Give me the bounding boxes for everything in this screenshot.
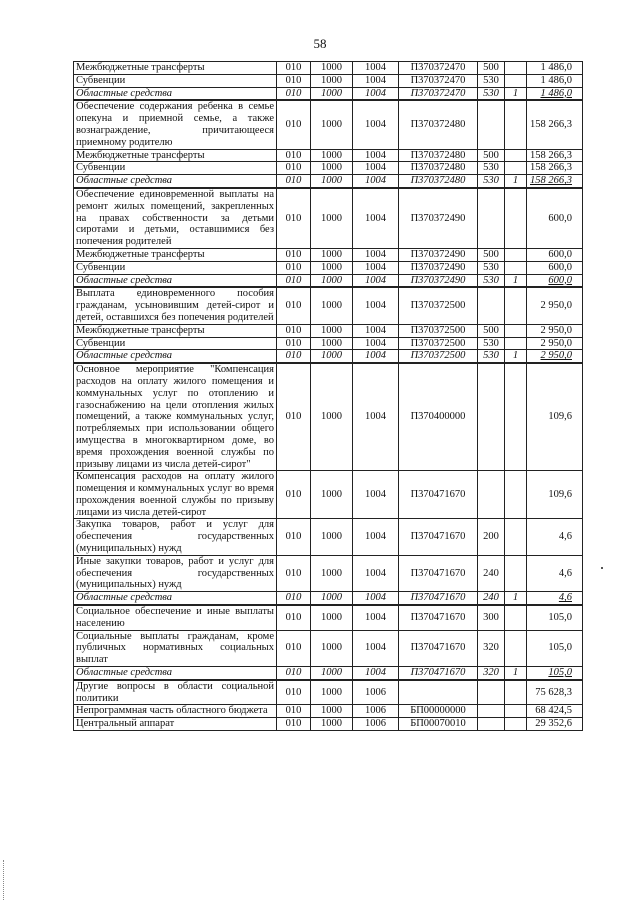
funding-source-cell xyxy=(505,519,527,555)
row-name-cell: Компенсация расходов на оплату жилого помещения и коммунальных услуг во время прохождения военной службы по призыву лицами из числа детей-сирот xyxy=(74,471,277,519)
amount-cell xyxy=(527,175,583,188)
expense-type-cell: 500 xyxy=(478,248,505,261)
funding-source-cell: 1 xyxy=(505,592,527,605)
target-article-cell: П370471670 xyxy=(399,667,478,680)
table-row xyxy=(74,261,583,274)
ministry-code-cell: 010 xyxy=(277,667,311,680)
target-article-cell: БП00070010 xyxy=(399,718,478,731)
amount-cell: 2 950,0 xyxy=(527,337,583,350)
funding-source-cell xyxy=(505,630,527,666)
row-name-cell: Непрограммная часть областного бюджета xyxy=(74,705,277,718)
amount-cell: 600,0 xyxy=(527,188,583,248)
ministry-code-cell: 010 xyxy=(277,555,311,591)
budget-table xyxy=(73,61,583,731)
amount-cell: 600,0 xyxy=(527,248,583,261)
section-code-cell: 1000 xyxy=(311,188,353,248)
target-article-cell: П370471670 xyxy=(399,555,478,591)
subsection-code-cell: 1004 xyxy=(353,162,399,175)
table-row xyxy=(74,274,583,287)
ministry-code-cell: 010 xyxy=(277,175,311,188)
table-row xyxy=(74,287,583,324)
row-name-cell: Межбюджетные трансферты xyxy=(74,248,277,261)
ministry-code-cell: 010 xyxy=(277,519,311,555)
table-row xyxy=(74,471,583,519)
amount-value: 2 950,0 xyxy=(540,350,572,362)
section-code-cell: 1000 xyxy=(311,667,353,680)
table-row xyxy=(74,62,583,75)
subsection-code-cell: 1004 xyxy=(353,149,399,162)
row-name-cell: Межбюджетные трансферты xyxy=(74,324,277,337)
funding-source-cell: 1 xyxy=(505,87,527,100)
expense-type-cell: 530 xyxy=(478,261,505,274)
target-article-cell: П370372470 xyxy=(399,74,478,87)
subsection-code-cell: 1004 xyxy=(353,667,399,680)
funding-source-cell xyxy=(505,324,527,337)
funding-source-cell: 1 xyxy=(505,274,527,287)
table-row xyxy=(74,337,583,350)
ministry-code-cell: 010 xyxy=(277,337,311,350)
amount-value: 105,0 xyxy=(548,667,572,679)
funding-source-cell xyxy=(505,680,527,705)
subsection-code-cell: 1006 xyxy=(353,680,399,705)
funding-source-cell xyxy=(505,471,527,519)
expense-type-cell: 500 xyxy=(478,324,505,337)
ministry-code-cell: 010 xyxy=(277,149,311,162)
table-row xyxy=(74,667,583,680)
ministry-code-cell: 010 xyxy=(277,471,311,519)
subsection-code-cell: 1004 xyxy=(353,471,399,519)
expense-type-cell: 240 xyxy=(478,555,505,591)
amount-cell: 68 424,5 xyxy=(527,705,583,718)
row-name-cell: Иные закупки товаров, работ и услуг для обеспечения государственных (муниципальных) нужд xyxy=(74,555,277,591)
funding-source-cell xyxy=(505,74,527,87)
expense-type-cell: 530 xyxy=(478,87,505,100)
section-code-cell: 1000 xyxy=(311,705,353,718)
target-article-cell: П370372480 xyxy=(399,175,478,188)
table-row xyxy=(74,248,583,261)
section-code-cell: 1000 xyxy=(311,605,353,630)
row-name-cell: Областные средства xyxy=(74,667,277,680)
table-row xyxy=(74,100,583,149)
row-name-cell: Областные средства xyxy=(74,350,277,363)
subsection-code-cell: 1004 xyxy=(353,363,399,471)
section-code-cell: 1000 xyxy=(311,74,353,87)
funding-source-cell xyxy=(505,363,527,471)
section-code-cell: 1000 xyxy=(311,350,353,363)
amount-cell xyxy=(527,667,583,680)
target-article-cell: П370372480 xyxy=(399,162,478,175)
row-name-cell: Центральный аппарат xyxy=(74,718,277,731)
section-code-cell: 1000 xyxy=(311,630,353,666)
section-code-cell: 1000 xyxy=(311,62,353,75)
expense-type-cell xyxy=(478,287,505,324)
subsection-code-cell: 1004 xyxy=(353,175,399,188)
row-name-cell: Другие вопросы в области социальной политики xyxy=(74,680,277,705)
funding-source-cell xyxy=(505,261,527,274)
section-code-cell: 1000 xyxy=(311,718,353,731)
subsection-code-cell: 1004 xyxy=(353,74,399,87)
ministry-code-cell: 010 xyxy=(277,261,311,274)
target-article-cell: П370372490 xyxy=(399,274,478,287)
amount-value: 1 486,0 xyxy=(540,87,572,99)
ministry-code-cell: 010 xyxy=(277,100,311,149)
section-code-cell: 1000 xyxy=(311,680,353,705)
section-code-cell: 1000 xyxy=(311,337,353,350)
table-row xyxy=(74,188,583,248)
subsection-code-cell: 1004 xyxy=(353,188,399,248)
row-name-cell: Выплата единовременного пособия гражданам, усыновившим детей-сирот и детей, оставшихся без попечения родителей xyxy=(74,287,277,324)
expense-type-cell xyxy=(478,471,505,519)
amount-value: 158 266,3 xyxy=(530,175,572,187)
amount-cell: 4,6 xyxy=(527,555,583,591)
table-row xyxy=(74,519,583,555)
expense-type-cell: 530 xyxy=(478,162,505,175)
row-name-cell: Областные средства xyxy=(74,175,277,188)
amount-cell: 29 352,6 xyxy=(527,718,583,731)
target-article-cell: П370400000 xyxy=(399,363,478,471)
section-code-cell: 1000 xyxy=(311,287,353,324)
section-code-cell: 1000 xyxy=(311,261,353,274)
expense-type-cell: 200 xyxy=(478,519,505,555)
target-article-cell: П370372480 xyxy=(399,149,478,162)
funding-source-cell xyxy=(505,149,527,162)
ministry-code-cell: 010 xyxy=(277,324,311,337)
section-code-cell: 1000 xyxy=(311,175,353,188)
table-row xyxy=(74,705,583,718)
row-name-cell: Межбюджетные трансферты xyxy=(74,149,277,162)
row-name-cell: Областные средства xyxy=(74,274,277,287)
row-name-cell: Областные средства xyxy=(74,87,277,100)
table-row xyxy=(74,592,583,605)
subsection-code-cell: 1004 xyxy=(353,287,399,324)
amount-cell: 600,0 xyxy=(527,261,583,274)
target-article-cell: П370471670 xyxy=(399,592,478,605)
target-article-cell: П370471670 xyxy=(399,471,478,519)
row-name-cell: Обеспечение единовременной выплаты на ремонт жилых помещений, закрепленных на правах собственности за детьми сиротами и детьми, оставшимися без попечения родителей xyxy=(74,188,277,248)
target-article-cell: П370471670 xyxy=(399,605,478,630)
section-code-cell: 1000 xyxy=(311,324,353,337)
table-row xyxy=(74,87,583,100)
amount-cell: 2 950,0 xyxy=(527,324,583,337)
table-body xyxy=(74,62,583,731)
expense-type-cell xyxy=(478,188,505,248)
ministry-code-cell: 010 xyxy=(277,718,311,731)
subsection-code-cell: 1004 xyxy=(353,62,399,75)
amount-cell xyxy=(527,350,583,363)
expense-type-cell: 530 xyxy=(478,350,505,363)
subsection-code-cell: 1004 xyxy=(353,555,399,591)
target-article-cell: П370471670 xyxy=(399,519,478,555)
ministry-code-cell: 010 xyxy=(277,188,311,248)
section-code-cell: 1000 xyxy=(311,555,353,591)
expense-type-cell: 500 xyxy=(478,62,505,75)
page-number: 58 xyxy=(313,36,327,51)
table-row xyxy=(74,175,583,188)
expense-type-cell: 320 xyxy=(478,630,505,666)
scan-edge-marks xyxy=(3,860,6,900)
row-name-cell: Закупка товаров, работ и услуг для обеспечения государственных (муниципальных) нужд xyxy=(74,519,277,555)
subsection-code-cell: 1004 xyxy=(353,324,399,337)
target-article-cell: П370372500 xyxy=(399,337,478,350)
funding-source-cell xyxy=(505,100,527,149)
subsection-code-cell: 1004 xyxy=(353,592,399,605)
scan-speck xyxy=(601,567,603,569)
section-code-cell: 1000 xyxy=(311,274,353,287)
row-name-cell: Областные средства xyxy=(74,592,277,605)
subsection-code-cell: 1004 xyxy=(353,87,399,100)
ministry-code-cell: 010 xyxy=(277,274,311,287)
expense-type-cell xyxy=(478,705,505,718)
target-article-cell: П370471670 xyxy=(399,630,478,666)
table-row xyxy=(74,680,583,705)
subsection-code-cell: 1004 xyxy=(353,261,399,274)
table-row xyxy=(74,718,583,731)
amount-cell: 109,6 xyxy=(527,471,583,519)
subsection-code-cell: 1004 xyxy=(353,350,399,363)
amount-cell: 2 950,0 xyxy=(527,287,583,324)
subsection-code-cell: 1004 xyxy=(353,519,399,555)
ministry-code-cell: 010 xyxy=(277,680,311,705)
expense-type-cell: 500 xyxy=(478,149,505,162)
funding-source-cell xyxy=(505,605,527,630)
funding-source-cell: 1 xyxy=(505,175,527,188)
expense-type-cell xyxy=(478,363,505,471)
table-row xyxy=(74,630,583,666)
expense-type-cell: 530 xyxy=(478,337,505,350)
amount-cell: 1 486,0 xyxy=(527,62,583,75)
ministry-code-cell: 010 xyxy=(277,630,311,666)
subsection-code-cell: 1004 xyxy=(353,337,399,350)
funding-source-cell xyxy=(505,718,527,731)
amount-cell: 105,0 xyxy=(527,630,583,666)
row-name-cell: Социальные выплаты гражданам, кроме публичных нормативных социальных выплат xyxy=(74,630,277,666)
amount-value: 4,6 xyxy=(558,592,572,604)
target-article-cell: П370372500 xyxy=(399,287,478,324)
row-name-cell: Субвенции xyxy=(74,162,277,175)
ministry-code-cell: 010 xyxy=(277,350,311,363)
target-article-cell: П370372490 xyxy=(399,188,478,248)
funding-source-cell xyxy=(505,162,527,175)
expense-type-cell: 240 xyxy=(478,592,505,605)
table-row xyxy=(74,605,583,630)
ministry-code-cell: 010 xyxy=(277,605,311,630)
row-name-cell: Субвенции xyxy=(74,337,277,350)
target-article-cell: П370372500 xyxy=(399,350,478,363)
amount-cell: 4,6 xyxy=(527,519,583,555)
funding-source-cell: 1 xyxy=(505,667,527,680)
section-code-cell: 1000 xyxy=(311,519,353,555)
expense-type-cell: 530 xyxy=(478,74,505,87)
amount-cell: 158 266,3 xyxy=(527,100,583,149)
section-code-cell: 1000 xyxy=(311,471,353,519)
ministry-code-cell: 010 xyxy=(277,248,311,261)
subsection-code-cell: 1004 xyxy=(353,605,399,630)
amount-cell: 109,6 xyxy=(527,363,583,471)
section-code-cell: 1000 xyxy=(311,149,353,162)
expense-type-cell xyxy=(478,100,505,149)
amount-cell: 1 486,0 xyxy=(527,74,583,87)
target-article-cell: П370372500 xyxy=(399,324,478,337)
target-article-cell xyxy=(399,680,478,705)
amount-cell xyxy=(527,87,583,100)
row-name-cell: Межбюджетные трансферты xyxy=(74,62,277,75)
table-row xyxy=(74,350,583,363)
funding-source-cell xyxy=(505,705,527,718)
expense-type-cell xyxy=(478,680,505,705)
funding-source-cell xyxy=(505,188,527,248)
target-article-cell: БП00000000 xyxy=(399,705,478,718)
table-row xyxy=(74,555,583,591)
row-name-cell: Социальное обеспечение и иные выплаты населению xyxy=(74,605,277,630)
amount-cell xyxy=(527,274,583,287)
subsection-code-cell: 1004 xyxy=(353,630,399,666)
funding-source-cell xyxy=(505,337,527,350)
amount-cell: 105,0 xyxy=(527,605,583,630)
section-code-cell: 1000 xyxy=(311,248,353,261)
target-article-cell: П370372490 xyxy=(399,261,478,274)
table-row xyxy=(74,363,583,471)
funding-source-cell: 1 xyxy=(505,350,527,363)
table-row xyxy=(74,162,583,175)
ministry-code-cell: 010 xyxy=(277,162,311,175)
expense-type-cell: 530 xyxy=(478,274,505,287)
funding-source-cell xyxy=(505,287,527,324)
funding-source-cell xyxy=(505,62,527,75)
row-name-cell: Субвенции xyxy=(74,74,277,87)
subsection-code-cell: 1006 xyxy=(353,705,399,718)
table-row xyxy=(74,149,583,162)
ministry-code-cell: 010 xyxy=(277,62,311,75)
amount-cell: 158 266,3 xyxy=(527,149,583,162)
ministry-code-cell: 010 xyxy=(277,363,311,471)
subsection-code-cell: 1004 xyxy=(353,248,399,261)
table-row xyxy=(74,74,583,87)
ministry-code-cell: 010 xyxy=(277,74,311,87)
amount-cell: 75 628,3 xyxy=(527,680,583,705)
expense-type-cell: 320 xyxy=(478,667,505,680)
section-code-cell: 1000 xyxy=(311,87,353,100)
section-code-cell: 1000 xyxy=(311,162,353,175)
amount-value: 600,0 xyxy=(548,274,572,286)
ministry-code-cell: 010 xyxy=(277,287,311,324)
funding-source-cell xyxy=(505,555,527,591)
target-article-cell: П370372490 xyxy=(399,248,478,261)
row-name-cell: Основное мероприятие "Компенсация расходов на оплату жилого помещения и коммунальных услуг по отоплению и газоснабжению на цели отопления жилых помещений, а также коммунальных услуг, потребляемых при использовании общего имущества в многоквартирном доме, во время прохождения военной службы по призыву лицами из числа детей-сирот" xyxy=(74,363,277,471)
section-code-cell: 1000 xyxy=(311,363,353,471)
row-name-cell: Субвенции xyxy=(74,261,277,274)
expense-type-cell: 300 xyxy=(478,605,505,630)
amount-cell: 158 266,3 xyxy=(527,162,583,175)
target-article-cell: П370372470 xyxy=(399,62,478,75)
subsection-code-cell: 1006 xyxy=(353,718,399,731)
subsection-code-cell: 1004 xyxy=(353,100,399,149)
target-article-cell: П370372480 xyxy=(399,100,478,149)
section-code-cell: 1000 xyxy=(311,100,353,149)
subsection-code-cell: 1004 xyxy=(353,274,399,287)
section-code-cell: 1000 xyxy=(311,592,353,605)
row-name-cell: Обеспечение содержания ребенка в семье опекуна и приемной семье, а также вознаграждение, причитающееся приемному родителю xyxy=(74,100,277,149)
funding-source-cell xyxy=(505,248,527,261)
ministry-code-cell: 010 xyxy=(277,87,311,100)
amount-cell xyxy=(527,592,583,605)
ministry-code-cell: 010 xyxy=(277,705,311,718)
expense-type-cell xyxy=(478,718,505,731)
table-row xyxy=(74,324,583,337)
expense-type-cell: 530 xyxy=(478,175,505,188)
target-article-cell: П370372470 xyxy=(399,87,478,100)
ministry-code-cell: 010 xyxy=(277,592,311,605)
